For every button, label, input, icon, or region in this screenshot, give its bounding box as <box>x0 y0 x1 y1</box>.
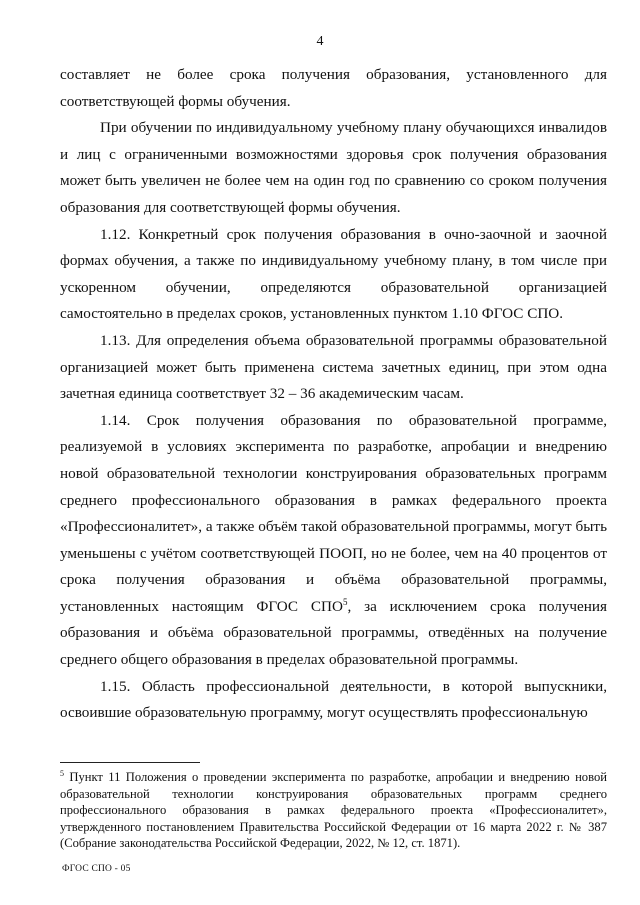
paragraph-1-12: 1.12. Конкретный срок получения образования в очно-заочной и заочной формах обучения, а также по индивидуальному учебному плану, в том числе при ускоренном обучении, определяются образовательной организацией самостоятельно в пределах сроков, установленных пунктом 1.10 ФГОС СПО. <box>60 225 607 323</box>
body-text <box>60 62 607 727</box>
footnote-reference: 5 <box>342 596 348 607</box>
paragraph-disabled-students: При обучении по индивидуальному учебному плану обучающихся инвалидов и лиц с ограниченными возможностями здоровья срок получения образования может быть увеличен не более чем на один год по сравнению со сроком получения образования для соответствующей формы обучения. <box>60 119 607 216</box>
paragraph-1-14-part-2: , за исключением срока получения образования и объёма образовательной программы, отведённых на получение среднего общего образования в пределах образовательной программы. <box>60 597 608 669</box>
paragraph-1-14-part-1: 1.14. Срок получения образования по образовательной программе, реализуемой в условиях эксперимента по разработке, апробации и внедрению новой образовательной технологии конструирования образовательных программ среднего профессионального образования в рамках федерального проекта «Профессионалитет», а также объём такой образовательной программы, могут быть уменьшены с учётом соответствующей ПООП, но не более, чем на 40 процентов от срока получения образования и объёма образовательной программы, установленных настоящим ФГОС СПО <box>60 411 607 615</box>
page-number: 4 <box>316 34 324 49</box>
footnote-text: Пункт 11 Положения о проведении эксперимента по разработке, апробации и внедрению новой образовательной технологии конструирования образовательных программ среднего профессионального образования в рамках федерального проекта «Профессионалитет», утвержденного постановлением Правительства Российской Федерации от 16 марта 2022 г. № 387 (Собрание законодательства Российской Федерации, 2022, № 12, ст. 1871). <box>60 770 607 850</box>
footnote-paragraph <box>60 769 607 852</box>
paragraph-1-14 <box>60 408 607 674</box>
paragraph-1-13: 1.13. Для определения объема образовательной программы образовательной организацией может быть применена система зачетных единиц, при этом одна зачетная единица соответствует 32 – 36 академическим часам. <box>60 331 607 403</box>
footnote-marker: 5 <box>60 768 64 778</box>
paragraph-1-15: 1.15. Область профессиональной деятельности, в которой выпускники, освоившие образовательную программу, могут осуществлять профессиональную <box>60 677 607 722</box>
paragraph-continuation: составляет не более срока получения образования, установленного для соответствующей формы обучения. <box>60 66 607 110</box>
footnote <box>60 769 607 852</box>
footnote-divider <box>60 762 200 763</box>
document-code: ФГОС СПО - 05 <box>62 864 131 874</box>
